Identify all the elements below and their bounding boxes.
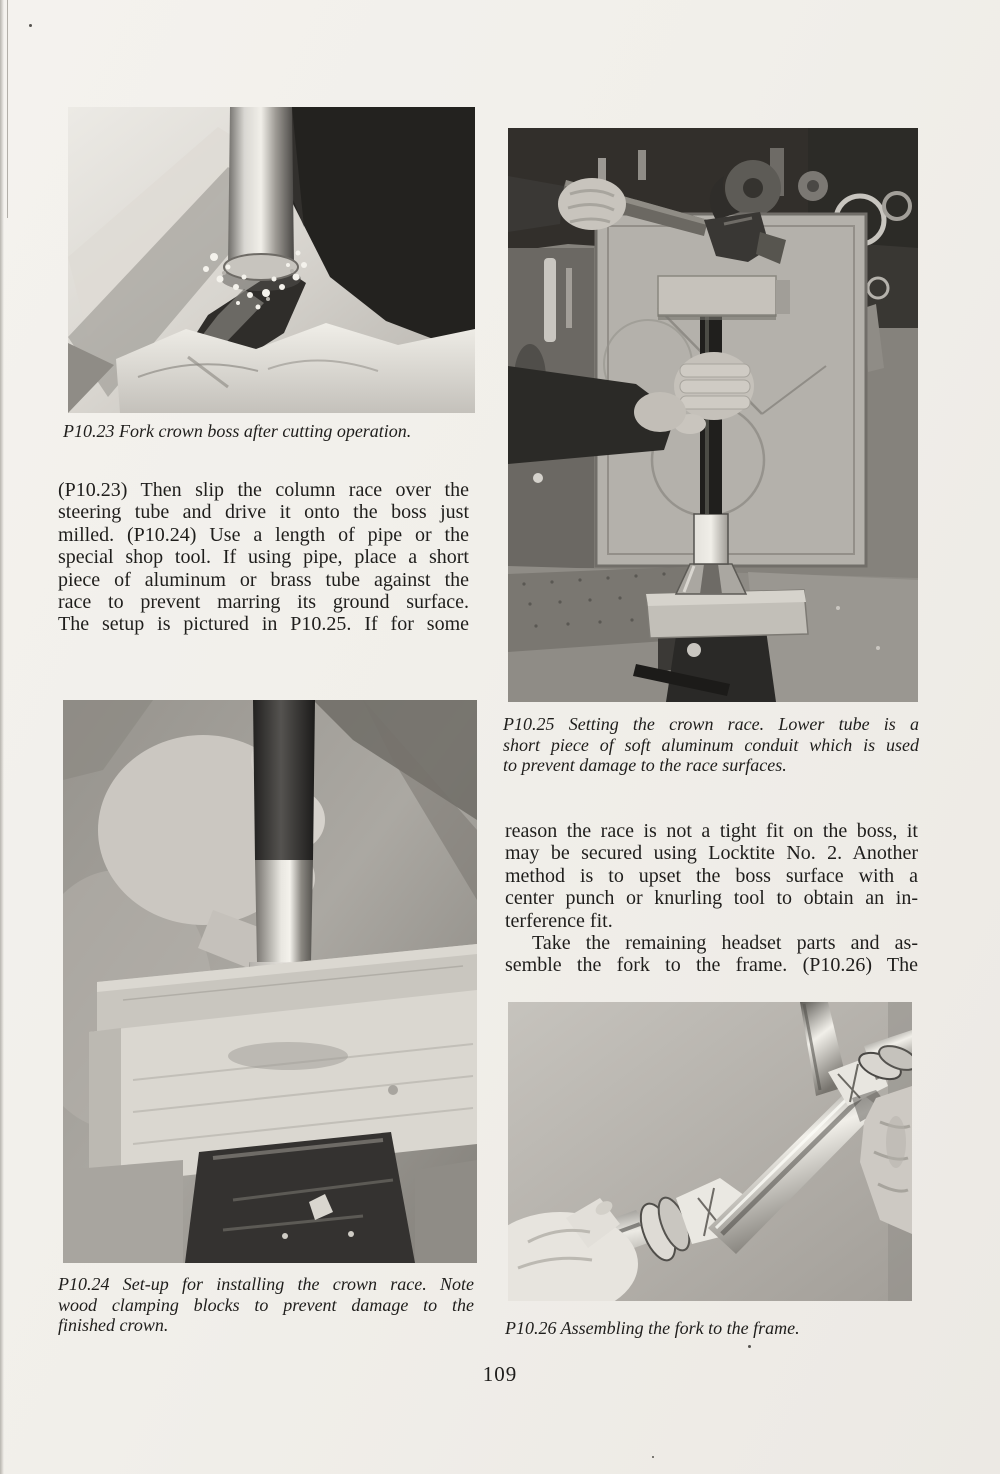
text-line: to prevent damage to the race surfaces. <box>503 755 787 776</box>
caption-p10-23 <box>63 421 475 442</box>
text-line: P10.25 Setting the crown race. Lower tube is a <box>503 714 919 734</box>
front-block-end-grain <box>89 1028 121 1186</box>
body-right-column <box>505 820 918 977</box>
text-line: P10.24 Set-up for installing the crown race. Note <box>58 1274 474 1294</box>
bench-speck <box>836 606 840 610</box>
photo-p10-23-fork-crown-boss <box>68 107 475 413</box>
aluminum-conduit <box>694 514 728 564</box>
text-line: wood clamping blocks to prevent damage to the <box>58 1294 474 1315</box>
body-paragraph-left <box>58 479 469 636</box>
pipe-driver-dark <box>253 700 315 860</box>
text-line: P10.26 Assembling the fork to the frame. <box>505 1318 800 1338</box>
paper-speck <box>748 1345 751 1348</box>
crown-boss <box>224 254 298 280</box>
caption-p10-26 <box>505 1318 915 1339</box>
text-line: The setup is pictured in P10.25. If for some <box>58 613 469 636</box>
photo-p10-25-setting-crown-race <box>508 128 918 702</box>
bench-speck <box>876 646 880 650</box>
page-left-edge-shadow <box>0 0 4 1474</box>
lower-wood-block <box>646 590 808 638</box>
text-line: P10.23 Fork crown boss after cutting operation. <box>63 421 412 441</box>
photo-p10-23-svg <box>68 107 475 413</box>
text-line: finished crown. <box>58 1315 169 1336</box>
upper-wood-block <box>658 276 790 320</box>
caption-p10-25 <box>503 714 919 776</box>
text-line: piece of aluminum or brass tube against the <box>58 568 469 591</box>
crown-shadow <box>228 1042 348 1070</box>
text-line: reason the race is not a tight fit on the boss, it <box>505 820 918 842</box>
text-line: center punch or knurling tool to obtain an in- <box>505 887 918 910</box>
body-paragraph-right-2 <box>505 932 918 977</box>
photo-p10-24-svg <box>63 700 477 1263</box>
photo-p10-26-fork-assembly <box>508 1002 912 1301</box>
text-line: terference fit. <box>505 909 613 932</box>
text-line: race to prevent marring its ground surface. <box>58 591 469 614</box>
text-line: (P10.23) Then slip the column race over the <box>58 479 469 501</box>
floor-light-patch <box>63 1160 183 1263</box>
floor-right <box>415 1160 477 1263</box>
text-line: steering tube and drive it onto the boss just <box>58 501 469 524</box>
steering-tube <box>228 107 294 265</box>
text-line: semble the fork to the frame. (P10.26) The <box>505 954 918 977</box>
body-paragraph-right-1 <box>505 820 918 932</box>
text-line: milled. (P10.24) Use a length of pipe or the <box>58 523 469 546</box>
text-line: may be secured using Locktite No. 2. Another <box>505 842 918 865</box>
page-number: 109 <box>482 1362 518 1386</box>
text-line: special shop tool. If using pipe, place a short <box>58 546 469 569</box>
vise-handle-dark <box>185 1132 415 1263</box>
text-line: short piece of soft aluminum conduit which is used <box>503 734 919 755</box>
paper-speck <box>29 24 32 27</box>
text-line: method is to upset the boss surface with a <box>505 864 918 887</box>
paper-speck <box>652 1456 654 1458</box>
wood-knot <box>388 1085 398 1095</box>
page-left-edge-line <box>7 0 8 218</box>
caption-p10-24 <box>58 1274 474 1336</box>
pipe-driver-chrome <box>255 860 313 962</box>
photo-p10-25-svg <box>508 128 918 702</box>
photo-p10-24-crown-race-setup <box>63 700 477 1263</box>
text-line: Take the remaining headset parts and as- <box>532 932 918 955</box>
photo-p10-26-svg <box>508 1002 912 1301</box>
